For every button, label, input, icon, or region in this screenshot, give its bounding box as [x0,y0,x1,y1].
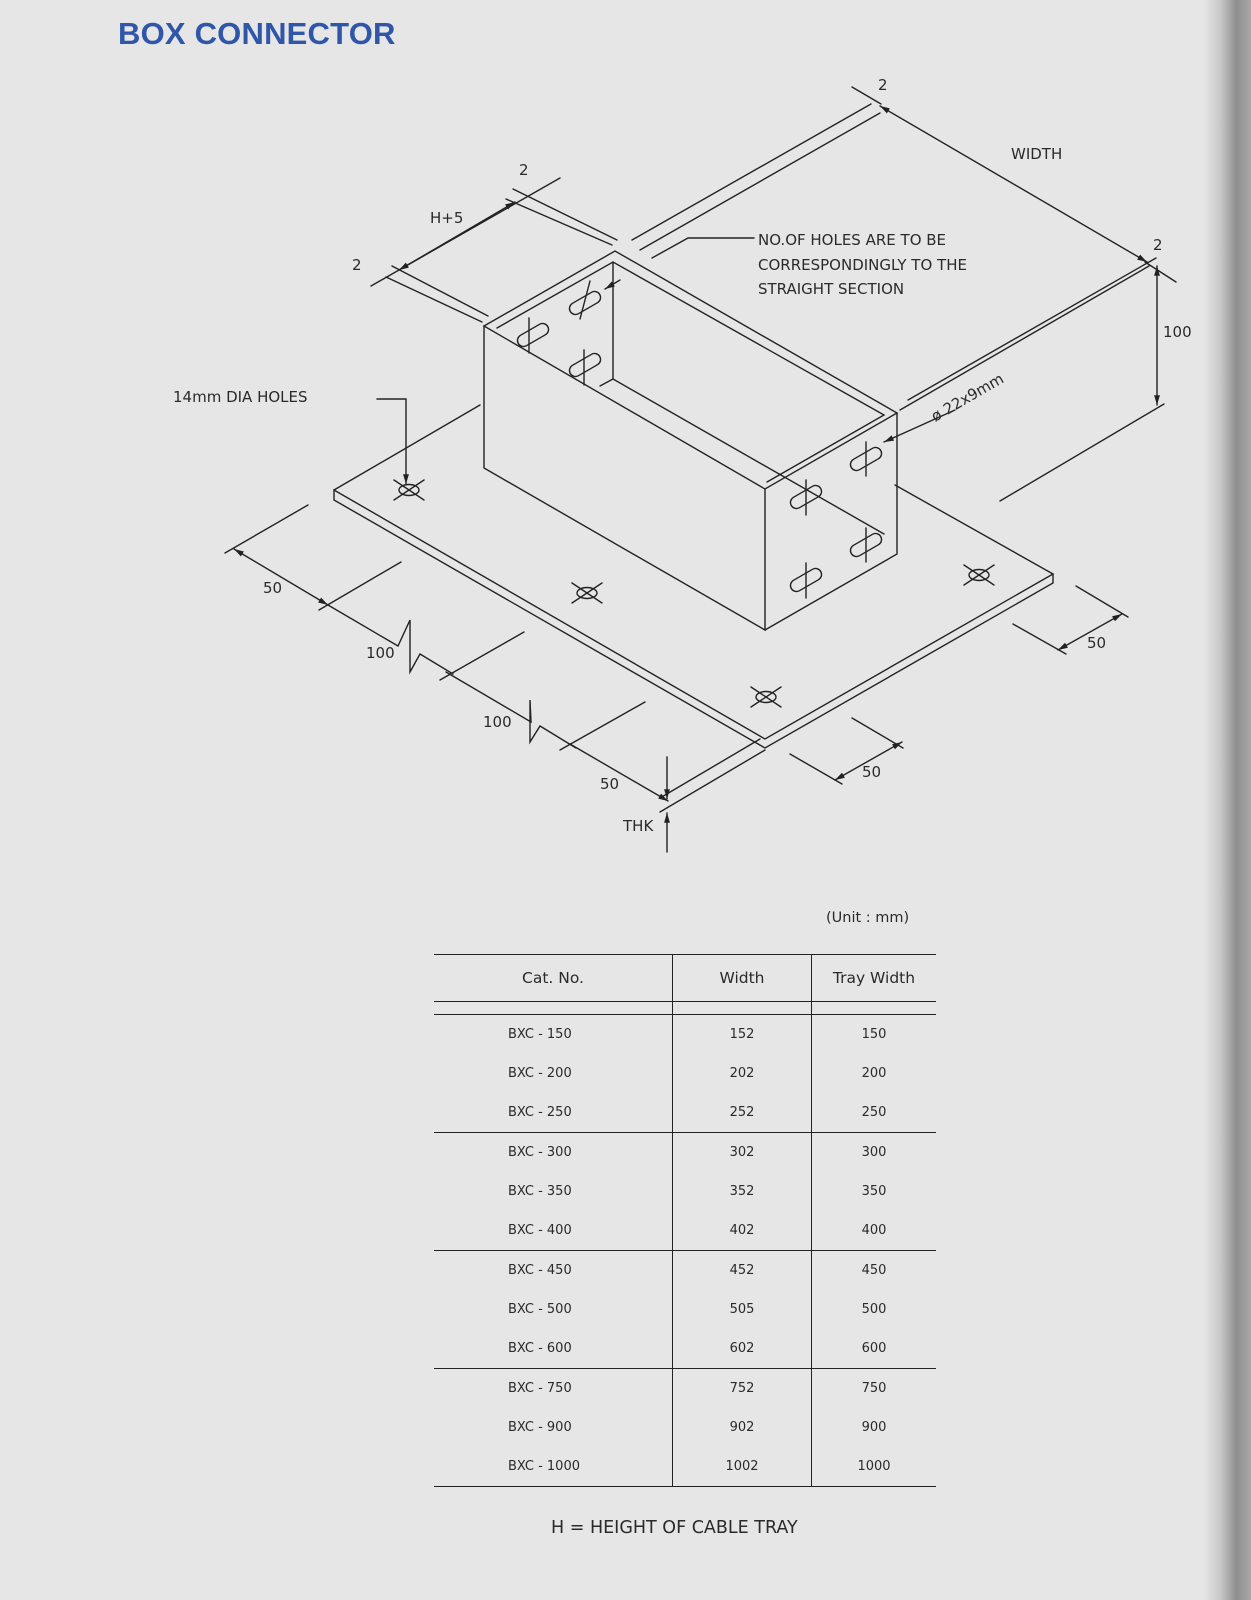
cell-cat-no: BXC - 500 [508,1302,572,1317]
cell-tray-width: 300 [812,1133,937,1173]
cell-width: 452 [673,1251,812,1291]
label-dim-100-a: 100 [366,644,395,662]
cell-width: 505 [673,1290,812,1329]
cell-cat-no: BXC - 200 [508,1066,572,1081]
cell-width: 252 [673,1093,812,1133]
cell-tray-width: 150 [812,1015,937,1055]
table-row [434,1015,936,1055]
cell-cat-no: BXC - 300 [508,1145,572,1160]
label-holes-note-line2: CORRESPONDINGLY TO THE [758,256,967,274]
footnote: H = HEIGHT OF CABLE TRAY [551,1518,798,1538]
unit-label: (Unit : mm) [826,910,910,926]
dimension-h-plus-5 [371,178,617,322]
header-width: Width [673,955,812,1002]
base-plate [334,405,1053,748]
cell-tray-width: 900 [812,1408,937,1447]
dimension-height-100 [1000,266,1164,501]
label-dim-50-right-back: 50 [1087,634,1107,652]
table-row [434,1329,936,1369]
spec-table [434,954,936,1487]
cell-cat-no: BXC - 350 [508,1184,572,1199]
cell-tray-width: 450 [812,1251,937,1291]
label-clearance-left: 2 [352,256,362,274]
label-thickness: THK [623,817,654,835]
label-h-plus-5: H+5 [430,209,464,227]
label-dim-50-right-front: 50 [862,763,882,781]
holes-note-leader [605,238,754,289]
cell-cat-no: BXC - 250 [434,1093,673,1133]
cell-width: 602 [673,1329,812,1369]
cell-cat-no: BXC - 600 [434,1329,673,1369]
label-dim-50-left: 50 [263,579,283,597]
cell-cat-no: BXC - 400 [434,1211,673,1251]
cell-tray-width: 400 [812,1211,937,1251]
label-width: WIDTH [1011,145,1063,163]
box-body [484,251,897,630]
label-dim-100-b: 100 [483,713,512,731]
table-row [434,1369,936,1409]
cell-tray-width: 600 [812,1329,937,1369]
table-row [434,1054,936,1093]
label-holes-note-line3: STRAIGHT SECTION [758,280,905,298]
label-holes-note-line1: NO.OF HOLES ARE TO BE [758,231,947,249]
slot-holes [515,276,883,598]
dia-holes-leader [377,399,406,484]
cell-width: 152 [673,1015,812,1055]
page-title: BOX CONNECTOR [118,16,396,51]
cell-width: 902 [673,1408,812,1447]
cell-width: 202 [673,1054,812,1093]
cell-tray-width: 350 [812,1172,937,1211]
cell-cat-no: BXC - 750 [508,1381,572,1396]
cell-cat-no: BXC - 1000 [434,1447,673,1487]
table-row [434,1251,936,1291]
table-row [434,1172,936,1211]
cell-cat-no: BXC - 450 [508,1263,572,1278]
cell-width: 402 [673,1211,812,1251]
dimension-right [790,586,1128,784]
table-row [434,1290,936,1329]
cell-cat-no: BXC - 900 [508,1420,572,1435]
label-dim-50-bottom: 50 [600,775,620,793]
cell-cat-no: BXC - 150 [508,1027,572,1042]
cell-width: 752 [673,1369,812,1409]
table-row [434,1133,936,1173]
table-row [434,1211,936,1251]
table-row [434,1447,936,1487]
table-row [434,1408,936,1447]
table-row [434,1093,936,1133]
mounting-holes [394,480,994,707]
label-clearance-top-right: 2 [878,76,888,94]
table-header-row [434,955,936,1002]
cell-width: 302 [673,1133,812,1173]
header-tray-width: Tray Width [812,955,937,1002]
cell-width: 352 [673,1172,812,1211]
cell-tray-width: 500 [812,1290,937,1329]
label-height-100: 100 [1163,323,1192,341]
cell-tray-width: 750 [812,1369,937,1409]
header-cat-no: Cat. No. [434,955,673,1002]
dimension-chain-left [225,505,765,852]
cell-width: 1002 [673,1447,812,1487]
header-gap-row [434,1002,936,1015]
label-clearance-right: 2 [1153,236,1163,254]
cell-tray-width: 1000 [812,1447,937,1487]
cell-tray-width: 250 [812,1093,937,1133]
cell-tray-width: 200 [812,1054,937,1093]
label-clearance-top-left: 2 [519,161,529,179]
label-dia-holes: 14mm DIA HOLES [173,388,308,406]
label-slot-hole: ø 22x9mm [928,369,1007,426]
